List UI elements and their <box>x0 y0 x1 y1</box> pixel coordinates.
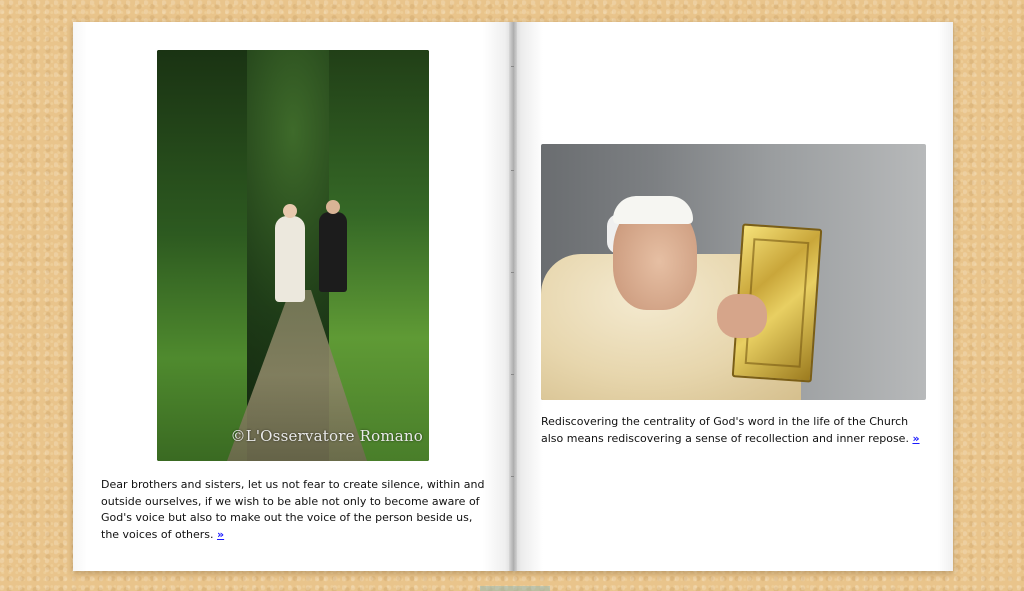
right-caption <box>541 414 931 447</box>
right-more-link[interactable]: » <box>912 431 920 445</box>
flipbook <box>73 22 953 571</box>
right-caption-text: Rediscovering the centrality of God's word in the life of the Church also means rediscovering a sense of recollection and inner repose. <box>541 415 913 445</box>
right-page[interactable] <box>513 22 953 571</box>
spine-mark <box>511 374 514 375</box>
spine-mark <box>511 272 514 273</box>
scroll-indicator[interactable] <box>480 586 550 591</box>
left-caption <box>101 477 486 543</box>
pope-gospel-photo <box>541 144 926 400</box>
spine-mark <box>511 170 514 171</box>
photo-trees-left <box>157 50 247 461</box>
photo-hand <box>717 294 767 338</box>
left-caption-text: Dear brothers and sisters, let us not fear to create silence, within and outside ourselves, if we wish to be able not only to become aware of God's voice but also to make out the voice of the person beside us, the voices of others. <box>101 478 485 541</box>
left-page[interactable] <box>73 22 513 571</box>
photo-figure-dark <box>319 212 347 292</box>
photo-zucchetto <box>613 196 693 224</box>
book-spine <box>509 22 517 571</box>
spine-mark <box>511 66 514 67</box>
left-more-link[interactable]: » <box>217 527 225 541</box>
photo-credit: ©L'Osservatore Romano <box>230 427 423 445</box>
forest-path-photo <box>157 50 429 461</box>
photo-figure-white <box>275 216 305 302</box>
spine-mark <box>511 476 514 477</box>
